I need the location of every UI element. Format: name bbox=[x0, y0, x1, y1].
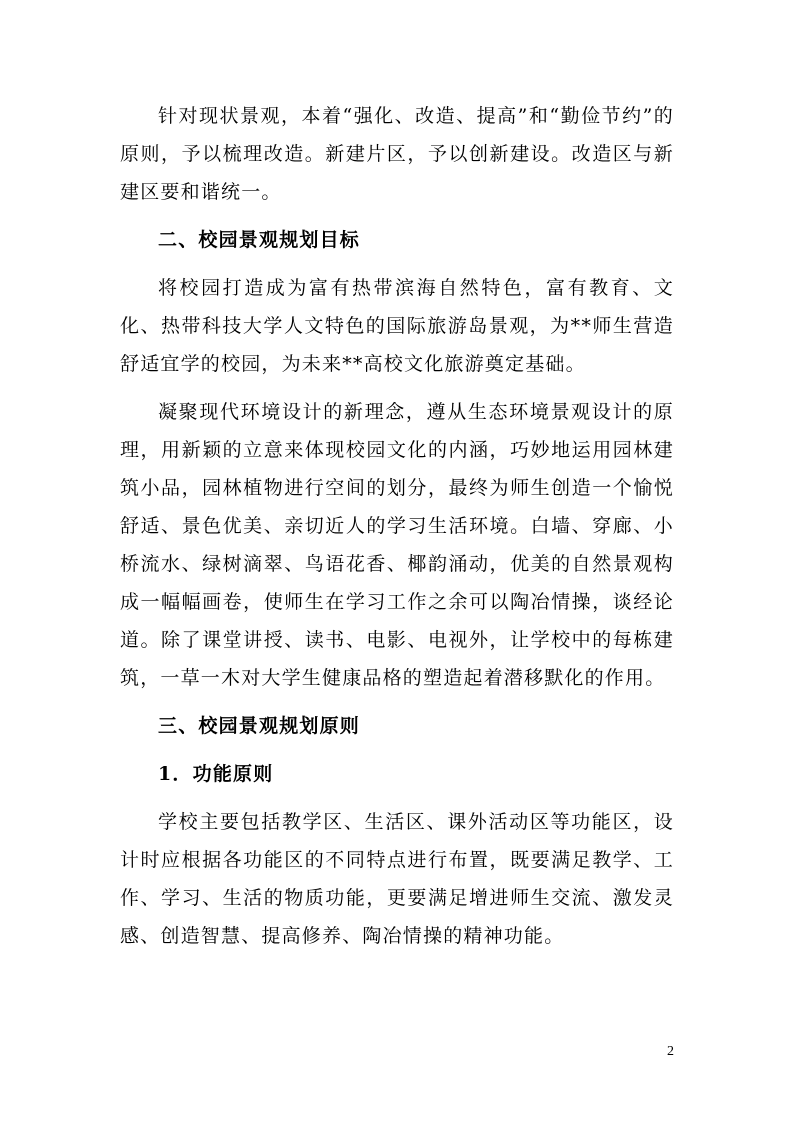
section-heading-goals: 二、校园景观规划目标 bbox=[158, 229, 361, 251]
subsection-heading-function: 1．功能原则 bbox=[158, 763, 274, 785]
paragraph-goals-2: 凝聚现代环境设计的新理念，遵从生态环境景观设计的原理，用新颖的立意来体现校园文化的内涵，巧妙地运用园林建筑小品，园林植物进行空间的划分，最终为师生创造一个愉悦舒适、景色优美、亲切近人的学习生活环境。白墙、穿廊、小桥流水、绿树滴翠、鸟语花香、椰韵涌动，优美的自然景观构成一幅幅画卷，使师生在学习工作之余可以陶冶情操，谈经论道。除了课堂讲授、读书、电影、电视外，让学校中的每栋建筑，一草一木对大学生健康品格的塑造起着潜移默化的作用。 bbox=[120, 401, 674, 689]
section-heading-principles: 三、校园景观规划原则 bbox=[158, 715, 361, 737]
document-body bbox=[120, 97, 674, 955]
paragraph-intro: 针对现状景观，本着“强化、改造、提高”和“勤俭节约”的原则，予以梳理改造。新建片区，予以创新建设。改造区与新建区要和谐统一。 bbox=[120, 105, 674, 203]
paragraph-function: 学校主要包括教学区、生活区、课外活动区等功能区，设计时应根据各功能区的不同特点进行布置，既要满足教学、工作、学习、生活的物质功能，更要满足增进师生交流、激发灵感、创造智慧、提高修养、陶冶情操的精神功能。 bbox=[120, 811, 674, 947]
paragraph-goals-1: 将校园打造成为富有热带滨海自然特色，富有教育、文化、热带科技大学人文特色的国际旅游岛景观，为**师生营造舒适宜学的校园，为未来**高校文化旅游奠定基础。 bbox=[120, 277, 674, 375]
page-number: 2 bbox=[667, 1044, 674, 1059]
